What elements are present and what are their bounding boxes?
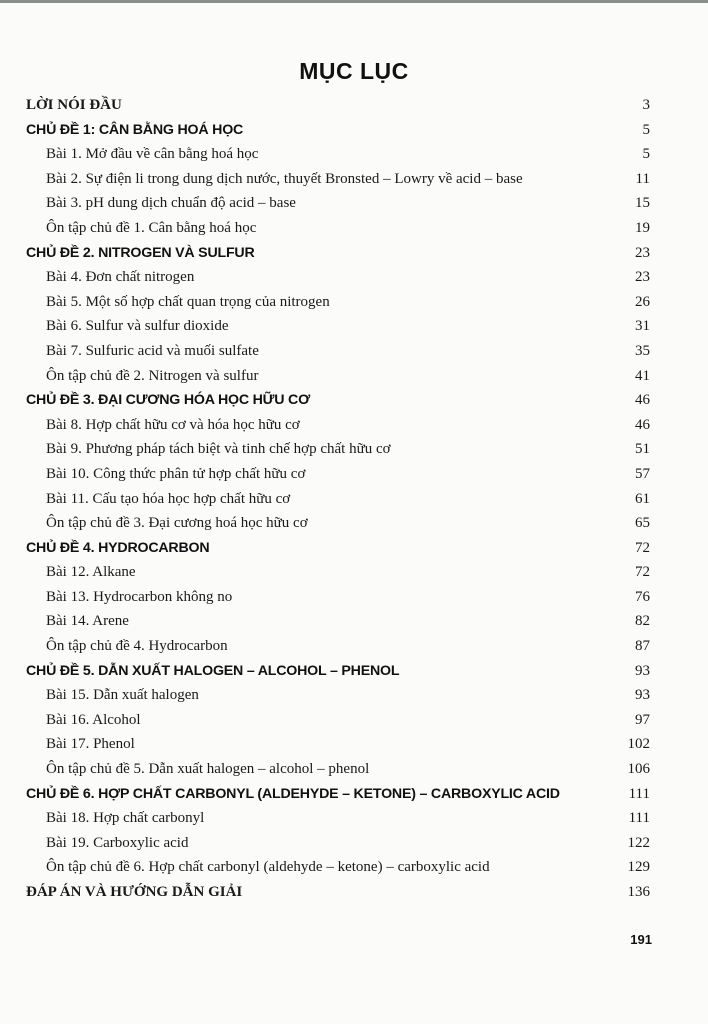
toc-lesson-entry[interactable]: [26, 487, 650, 512]
toc-entry-page: 35: [635, 342, 650, 359]
toc-entry-title: Bài 8. Hợp chất hữu cơ và hóa học hữu cơ: [46, 416, 300, 433]
toc-entry-title: Bài 6. Sulfur và sulfur dioxide: [46, 318, 229, 335]
toc-lesson-entry[interactable]: [26, 683, 650, 708]
toc-lesson-entry[interactable]: [26, 265, 650, 290]
toc-entry-page: 51: [635, 441, 650, 458]
toc-lesson-entry[interactable]: [26, 732, 650, 757]
toc-entry-page: 3: [642, 97, 650, 113]
toc-lesson-entry[interactable]: [26, 167, 650, 192]
toc-entry-page: 23: [635, 244, 650, 261]
toc-entry-title: Bài 1. Mở đầu về cân bằng hoá học: [46, 146, 259, 163]
toc-entry-page: 57: [635, 465, 650, 482]
toc-entry-page: 102: [627, 736, 650, 753]
toc-entry-title: Bài 11. Cấu tạo hóa học hợp chất hữu cơ: [46, 490, 291, 507]
toc-lesson-entry[interactable]: [26, 634, 650, 659]
toc-entry-page: 5: [642, 146, 650, 163]
toc-entry-page: 72: [635, 564, 650, 581]
toc-lesson-entry[interactable]: [26, 806, 650, 831]
toc-section-entry[interactable]: [26, 93, 650, 118]
toc-lesson-entry[interactable]: [26, 757, 650, 782]
toc-entry-title: Bài 10. Công thức phân tử hợp chất hữu cơ: [46, 465, 306, 482]
toc-entry-page: 93: [635, 662, 650, 679]
toc-entry-page: 129: [627, 859, 650, 876]
toc-entry-title: Bài 14. Arene: [46, 613, 129, 630]
toc-entry-page: 65: [635, 515, 650, 532]
toc-entry-page: 136: [627, 884, 650, 900]
toc-entry-title: Bài 15. Dẫn xuất halogen: [46, 687, 199, 704]
toc-lesson-entry[interactable]: [26, 609, 650, 634]
toc-entry-title: Bài 3. pH dung dịch chuẩn độ acid – base: [46, 195, 296, 212]
toc-lesson-entry[interactable]: [26, 413, 650, 438]
toc-entry-page: 93: [635, 687, 650, 704]
toc-entry-title: Bài 5. Một số hợp chất quan trọng của nitrogen: [46, 293, 330, 310]
toc-entry-page: 82: [635, 613, 650, 630]
toc-entry-title: Bài 17. Phenol: [46, 736, 135, 753]
toc-entry-page: 106: [627, 761, 650, 778]
page-top-border: [0, 0, 708, 3]
toc-entry-title: Bài 13. Hydrocarbon không no: [46, 588, 233, 605]
toc-lesson-entry[interactable]: [26, 511, 650, 536]
toc-lesson-entry[interactable]: [26, 290, 650, 315]
toc-entry-page: 11: [635, 170, 650, 187]
toc-entry-page: 61: [635, 490, 650, 507]
toc-chapter-entry[interactable]: [26, 388, 650, 413]
toc-entry-title: ĐÁP ÁN VÀ HƯỚNG DẪN GIẢI: [26, 884, 243, 900]
toc-lesson-entry[interactable]: [26, 855, 650, 880]
toc-lesson-entry[interactable]: [26, 462, 650, 487]
toc-entry-title: Ôn tập chủ đề 2. Nitrogen và sulfur: [46, 367, 259, 384]
toc-entry-title: CHỦ ĐỀ 6. HỢP CHẤT CARBONYL (ALDEHYDE – KETONE) – CARBOXYLIC ACID: [26, 785, 560, 802]
toc-entry-page: 46: [635, 392, 650, 409]
table-of-contents: [26, 93, 650, 905]
page-number: 191: [630, 932, 652, 947]
toc-entry-title: Ôn tập chủ đề 3. Đại cương hoá học hữu cơ: [46, 515, 308, 532]
toc-entry-page: 76: [635, 588, 650, 605]
toc-entry-title: CHỦ ĐỀ 4. HYDROCARBON: [26, 539, 210, 556]
toc-entry-page: 97: [635, 711, 650, 728]
page-title: MỤC LỤC: [299, 58, 409, 84]
toc-lesson-entry[interactable]: [26, 831, 650, 856]
toc-entry-title: Bài 18. Hợp chất carbonyl: [46, 810, 205, 827]
toc-entry-title: Ôn tập chủ đề 5. Dẫn xuất halogen – alcohol – phenol: [46, 761, 370, 778]
toc-entry-page: 111: [628, 810, 650, 827]
toc-entry-page: 87: [635, 638, 650, 655]
toc-entry-title: Bài 16. Alcohol: [46, 711, 141, 728]
toc-entry-page: 46: [635, 416, 650, 433]
toc-entry-title: Bài 4. Đơn chất nitrogen: [46, 269, 195, 286]
toc-entry-title: Bài 12. Alkane: [46, 564, 136, 581]
toc-lesson-entry[interactable]: [26, 364, 650, 389]
toc-entry-title: Bài 7. Sulfuric acid và muối sulfate: [46, 342, 259, 359]
toc-lesson-entry[interactable]: [26, 437, 650, 462]
toc-lesson-entry[interactable]: [26, 314, 650, 339]
toc-entry-title: CHỦ ĐỀ 2. NITROGEN VÀ SULFUR: [26, 244, 255, 261]
toc-lesson-entry[interactable]: [26, 708, 650, 733]
toc-entry-title: Bài 19. Carboxylic acid: [46, 834, 189, 851]
toc-entry-page: 15: [635, 195, 650, 212]
toc-entry-title: Ôn tập chủ đề 1. Cân bằng hoá học: [46, 219, 257, 236]
toc-lesson-entry[interactable]: [26, 339, 650, 364]
toc-section-entry[interactable]: [26, 880, 650, 905]
toc-entry-page: 23: [635, 269, 650, 286]
toc-chapter-entry[interactable]: [26, 118, 650, 143]
toc-entry-page: 19: [635, 219, 650, 236]
toc-entry-title: Ôn tập chủ đề 4. Hydrocarbon: [46, 638, 228, 655]
toc-chapter-entry[interactable]: [26, 241, 650, 266]
toc-lesson-entry[interactable]: [26, 142, 650, 167]
toc-entry-page: 41: [635, 367, 650, 384]
toc-entry-title: LỜI NÓI ĐẦU: [26, 97, 122, 113]
toc-entry-page: 111: [628, 785, 650, 802]
toc-lesson-entry[interactable]: [26, 585, 650, 610]
toc-entry-page: 5: [642, 121, 650, 138]
toc-entry-title: CHỦ ĐỀ 3. ĐẠI CƯƠNG HÓA HỌC HỮU CƠ: [26, 392, 310, 409]
toc-entry-title: CHỦ ĐỀ 5. DẪN XUẤT HALOGEN – ALCOHOL – PHENOL: [26, 662, 400, 679]
toc-entry-page: 122: [627, 834, 650, 851]
toc-chapter-entry[interactable]: [26, 659, 650, 684]
toc-entry-title: Bài 9. Phương pháp tách biệt và tinh chế hợp chất hữu cơ: [46, 441, 391, 458]
toc-entry-title: Bài 2. Sự điện li trong dung dịch nước, thuyết Bronsted – Lowry về acid – base: [46, 170, 523, 187]
toc-entry-page: 26: [635, 293, 650, 310]
toc-chapter-entry[interactable]: [26, 536, 650, 561]
toc-lesson-entry[interactable]: [26, 560, 650, 585]
toc-entry-title: CHỦ ĐỀ 1: CÂN BẰNG HOÁ HỌC: [26, 121, 244, 138]
toc-lesson-entry[interactable]: [26, 191, 650, 216]
toc-chapter-entry[interactable]: [26, 782, 650, 807]
toc-entry-page: 31: [635, 318, 650, 335]
toc-entry-title: Ôn tập chủ đề 6. Hợp chất carbonyl (aldehyde – ketone) – carboxylic acid: [46, 859, 490, 876]
toc-lesson-entry[interactable]: [26, 216, 650, 241]
toc-entry-page: 72: [635, 539, 650, 556]
